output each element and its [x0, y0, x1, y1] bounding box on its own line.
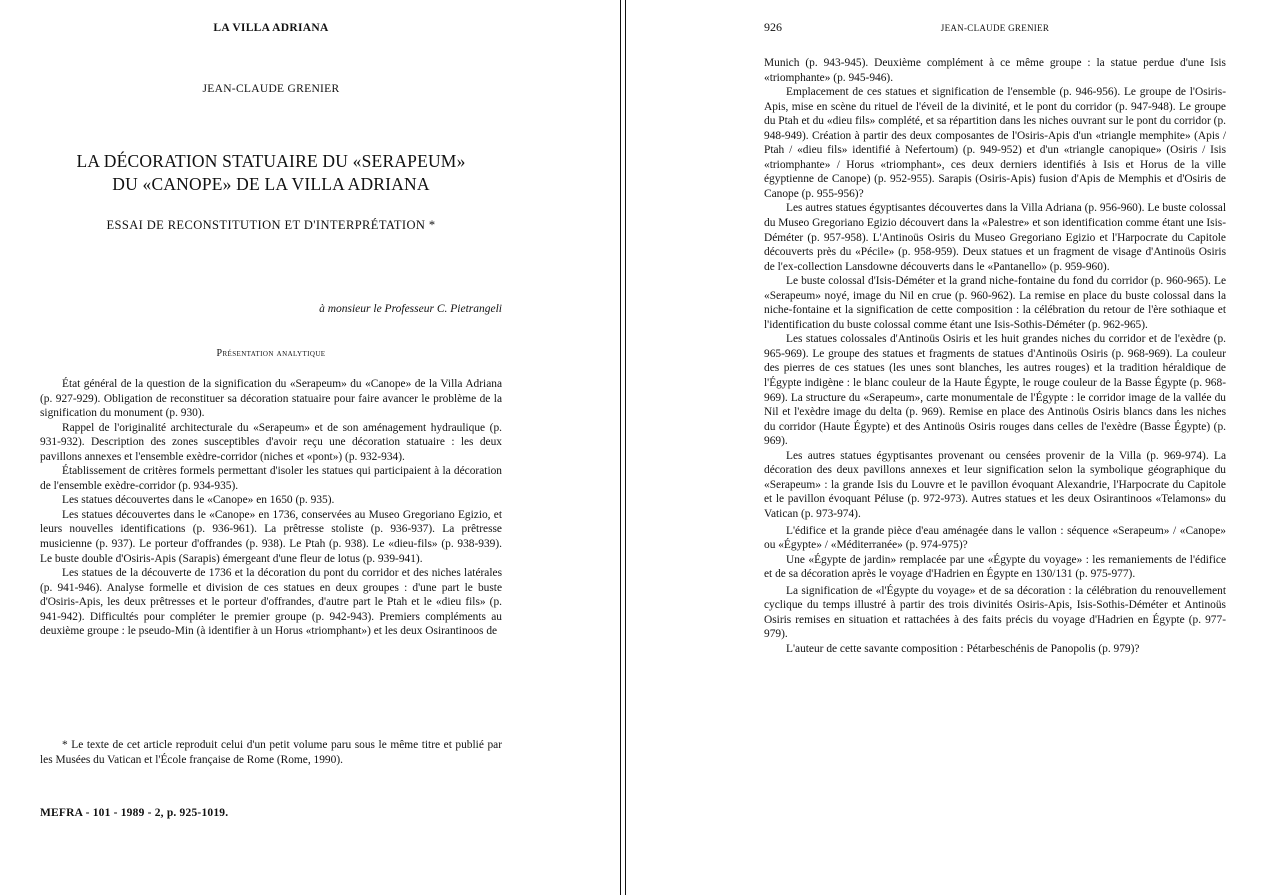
- left-page: [0, 0, 620, 895]
- paragraph: Les statues de la découverte de 1736 et la décoration du pont du corridor et des niches latérales (p. 941-946). Analyse formelle et division de ces statues en deux groupes : d'une part le buste d'Osiris-Apis, les deux prêtresses et le porteur d'offrandes, d'autre part le Ptah et le «dieu fils» (p. 941-942). Difficultés pour compléter le premier groupe (p. 942-943). Premiers compléments au deuxième groupe : le pseudo-Min (à identifier à un Horus «triomphant») et les deux Osirantinoos de: [40, 567, 502, 638]
- paragraph: Les statues colossales d'Antinoüs Osiris et les huit grandes niches du corridor et de l'exèdre (p. 965-969). Le groupe des statues et fragments de statues d'Antinoüs Osiris (p. 968-969). La couleur des pierres de ces statues (les unes sont blanches, les autres rouges) et la tradition héraldique de l'Égypte indigène : le blanc couleur de la Haute Égypte, le rouge couleur de la Basse Égypte (p. 968-969). La structure du «Serapeum», carte monumentale de l'Égypte : le corridor image de la vallée du Nil et l'exèdre image du delta (p. 969). Remise en place des Antinoüs Osiris blancs dans les niches du corridor (Haute Égypte) et des Antinoüs Osiris rouges dans celles de l'exèdre (Basse Égypte) (p. 969).: [764, 333, 1226, 448]
- footnote: * Le texte de cet article reproduit celui d'un petit volume paru sous le même titre et publié par les Musées du Vatican et l'École française de Rome (Rome, 1990).: [40, 739, 502, 766]
- page-number: 926: [764, 20, 782, 34]
- article-title-line-2: DU «CANOPE» DE LA VILLA ADRIANA: [112, 174, 430, 194]
- paragraph: Les autres statues égyptisantes découvertes dans la Villa Adriana (p. 956-960). Le buste colossal du Museo Gregoriano Egizio découvert dans la «Palestre» et son identification comme étant une Isis-Déméter (p. 957-958). L'Antinoüs Osiris du Museo Gregoriano Egizio et l'Harpocrate du Capitole découverts près du «Pécile» (p. 958-959). Deux statues et un fragment de visage d'Antinoüs Osiris de l'ex-collection Lansdowne découverts dans le «Pantanello» (p. 959-960).: [764, 202, 1226, 273]
- article-subtitle: ESSAI DE RECONSTITUTION ET D'INTERPRÉTATION *: [106, 218, 436, 232]
- paragraph: Établissement de critères formels permettant d'isoler les statues qui participaient à la décoration de l'ensemble exèdre-corridor (p. 934-935).: [40, 465, 502, 492]
- paragraph: Les statues découvertes dans le «Canope» en 1736, conservées au Museo Gregoriano Egizio, et leurs nouvelles identifications (p. 936-961). La prêtresse stoliste (p. 936-937). La prêtresse musicienne (p. 937). Le porteur d'offrandes (p. 938). Le Ptah (p. 938). Le «dieu-fils» (p. 938-939). Le buste double d'Osiris-Apis (Sarapis) émergeant d'une fleur de lotus (p. 939-941).: [40, 508, 502, 565]
- paragraph: État général de la question de la signification du «Serapeum» du «Canope» de la Villa Adriana (p. 927-929). Obligation de reconstituer sa décoration statuaire pour faire avancer le problème de la signification du monument (p. 930).: [40, 378, 502, 420]
- continuation-paragraph: Munich (p. 943-945). Deuxième complément à ce même groupe : la statue perdue d'une Isis «triomphante» (p. 945-946).: [764, 57, 1226, 84]
- paragraph: Le buste colossal d'Isis-Déméter et la grand niche-fontaine du fond du corridor (p. 960-965). Le «Serapeum» noyé, image du Nil en crue (p. 960-962). La remise en place du buste colossal dans la niche-fontaine et la signification de cette composition : la célébration du retour de l'ère sothiaque et l'identification du buste colossal comme étant une Isis-Sothis-Déméter (p. 962-965).: [764, 275, 1226, 331]
- article-title-line-1: LA DÉCORATION STATUAIRE DU «SERAPEUM»: [76, 151, 466, 171]
- paragraph: Rappel de l'originalité architecturale du «Serapeum» et de son aménagement hydraulique (p. 931-932). Description des zones susceptibles d'avoir reçu une décoration statuaire : les deux pavillons annexes et l'ensemble exèdre-corridor (niches et «pont») (p. 932-934).: [40, 421, 502, 463]
- article-title: [40, 150, 502, 196]
- paragraph: Une «Égypte de jardin» remplacée par une «Égypte du voyage» : les remaniements de l'édifice et de sa décoration après le voyage d'Hadrien en Égypte en 130/131 (p. 975-977).: [764, 553, 1226, 581]
- section-heading: Présentation analytique: [216, 348, 326, 359]
- paragraph: L'édifice et la grande pièce d'eau aménagée dans le vallon : séquence «Serapeum» / «Canope» ou «Égypte» / «Méditerranée» (p. 974-975)?: [764, 524, 1226, 552]
- paragraph: Les statues découvertes dans le «Canope» en 1650 (p. 935).: [62, 494, 335, 507]
- right-body-text: [764, 56, 1226, 656]
- journal-reference: MEFRA - 101 - 1989 - 2, p. 925-1019.: [40, 807, 229, 819]
- paragraph: Les autres statues égyptisantes provenant ou censées provenir de la Villa (p. 969-974). La décoration des deux pavillons annexes et leur signification selon la symbolique géographique du «Serapeum» : la grande Isis du Louvre et le pavillon évoquant Alexandrie, l'Harpocrate du Capitole et le pavillon évoquant Péluse (p. 972-973). Autres statues et les deux Osirantinoos «Telamons» du Vatican (p. 973-974).: [764, 449, 1226, 520]
- left-body-text: [40, 377, 502, 639]
- running-title: LA VILLA ADRIANA: [213, 22, 329, 34]
- paragraph: Emplacement de ces statues et signification de l'ensemble (p. 946-956). Le groupe de l'Osiris-Apis, mise en scène du rituel de l'éveil de la divinité, et le pont du corridor (p. 947-948). Le groupe du Ptah et du «dieu fils» complété, et sa répartition dans les niches ouvrant sur le pont du corridor (p. 948-949). Création à partir des deux composantes de l'Osiris-Apis d'un «triangle memphite» (Apis / Ptah / «dieu fils» identifié à Nefertoum) (p. 949-952) et d'un «triangle canopique» (Osiris / Isis «triomphante» / Horus «triomphant», ces deux derniers identifiés à Isis et Horus de la ville égyptienne de Canope) (p. 952-955). Sarapis (Osiris-Apis) fusion d'Apis de Memphis et d'Osiris de Canope (p. 955-956)?: [764, 86, 1226, 200]
- right-page: [626, 0, 1266, 895]
- author-name: JEAN-CLAUDE GRENIER: [202, 83, 340, 95]
- running-head: JEAN-CLAUDE GRENIER: [940, 23, 1050, 33]
- paragraph: La signification de «l'Égypte du voyage» et de sa décoration : la célébration du renouvellement cyclique du temps illustré à partir des trois divinités Osiris-Apis, Isis-Sothis-Déméter et Antinoüs Osiris remises en situation et rattachées à des faits précis du voyage d'Hadrien en Égypte (p. 977-979).: [764, 584, 1226, 641]
- dedication: à monsieur le Professeur C. Pietrangeli: [319, 303, 502, 315]
- paragraph: L'auteur de cette savante composition : Pétarbeschénis de Panopolis (p. 979)?: [786, 642, 1140, 655]
